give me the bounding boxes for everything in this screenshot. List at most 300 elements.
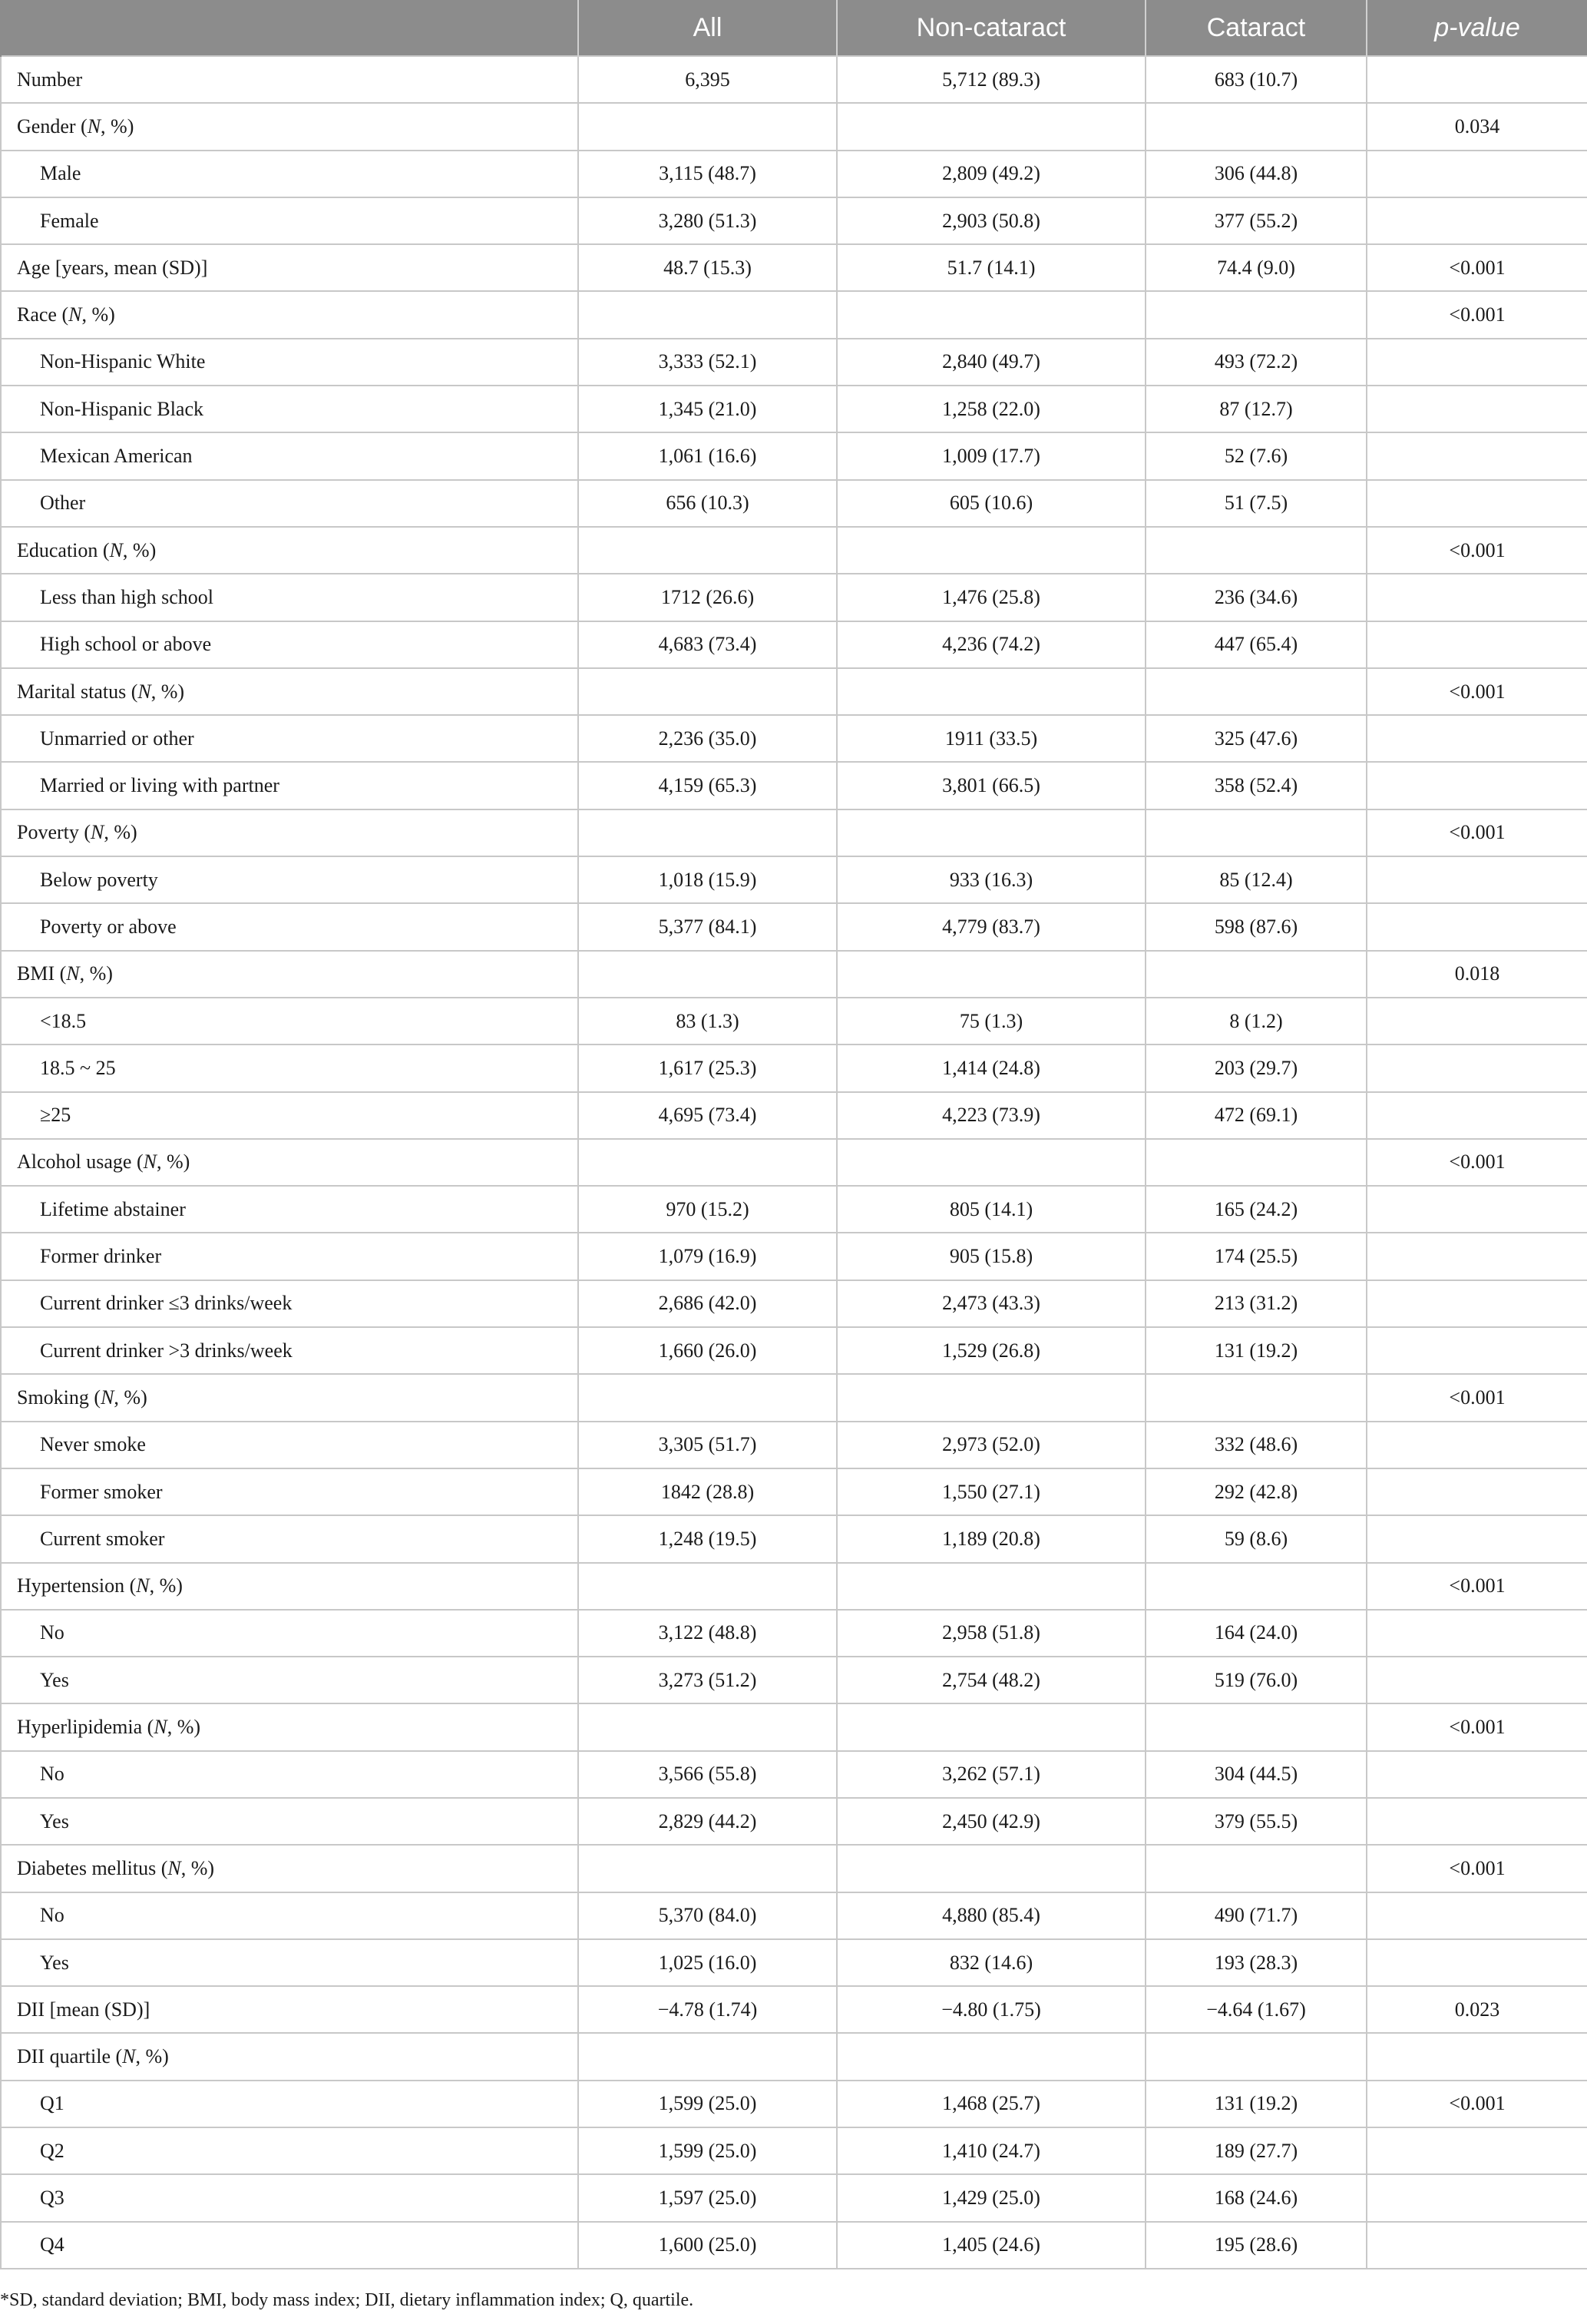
cell-non-cataract bbox=[837, 668, 1146, 715]
cell-cataract bbox=[1146, 2033, 1367, 2080]
table-footnote: *SD, standard deviation; BMI, body mass index; DII, dietary inflammation index; Q, quartile. bbox=[0, 2290, 694, 2310]
cell-p-value bbox=[1367, 1515, 1587, 1562]
cell-non-cataract: 2,958 (51.8) bbox=[837, 1610, 1146, 1657]
table-row bbox=[1, 386, 1587, 432]
cell-p-value bbox=[1367, 1280, 1587, 1327]
cell-all bbox=[578, 1374, 837, 1421]
table-row bbox=[1, 244, 1587, 291]
cell-p-value: <0.001 bbox=[1367, 1845, 1587, 1892]
cell-non-cataract: 805 (14.1) bbox=[837, 1186, 1146, 1233]
table-row bbox=[1, 151, 1587, 197]
cell-all: 3,122 (48.8) bbox=[578, 1610, 837, 1657]
table-row bbox=[1, 1092, 1587, 1139]
cell-p-value bbox=[1367, 762, 1587, 809]
cell-non-cataract bbox=[837, 1703, 1146, 1750]
table-row bbox=[1, 1468, 1587, 1515]
cell-cataract: 683 (10.7) bbox=[1146, 56, 1367, 103]
row-label: Yes bbox=[1, 1657, 578, 1703]
cell-cataract: 377 (55.2) bbox=[1146, 197, 1367, 244]
cell-all: 4,695 (73.4) bbox=[578, 1092, 837, 1139]
cell-cataract: 493 (72.2) bbox=[1146, 339, 1367, 386]
cell-cataract bbox=[1146, 809, 1367, 856]
cell-cataract: −4.64 (1.67) bbox=[1146, 1986, 1367, 2033]
cell-p-value bbox=[1367, 1092, 1587, 1139]
cell-cataract: 306 (44.8) bbox=[1146, 151, 1367, 197]
italic-n: N bbox=[91, 821, 104, 844]
table-row bbox=[1, 339, 1587, 386]
cell-p-value: <0.001 bbox=[1367, 668, 1587, 715]
cell-p-value bbox=[1367, 339, 1587, 386]
cell-cataract: 332 (48.6) bbox=[1146, 1422, 1367, 1468]
cell-p-value bbox=[1367, 1468, 1587, 1515]
cell-cataract bbox=[1146, 103, 1367, 150]
table-row bbox=[1, 2033, 1587, 2080]
cell-all: 3,280 (51.3) bbox=[578, 197, 837, 244]
cell-non-cataract: 51.7 (14.1) bbox=[837, 244, 1146, 291]
cell-p-value bbox=[1367, 574, 1587, 621]
table-row bbox=[1, 1986, 1587, 2033]
cell-all bbox=[578, 1563, 837, 1610]
cell-p-value bbox=[1367, 1892, 1587, 1939]
cell-p-value: <0.001 bbox=[1367, 1374, 1587, 1421]
table-row bbox=[1, 574, 1587, 621]
row-label: Current drinker ≤3 drinks/week bbox=[1, 1280, 578, 1327]
cell-all: 2,686 (42.0) bbox=[578, 1280, 837, 1327]
row-label: Other bbox=[1, 480, 578, 527]
cell-non-cataract bbox=[837, 103, 1146, 150]
cell-p-value bbox=[1367, 432, 1587, 479]
row-label: Current drinker >3 drinks/week bbox=[1, 1327, 578, 1374]
row-label: Non-Hispanic White bbox=[1, 339, 578, 386]
cell-all bbox=[578, 668, 837, 715]
cell-non-cataract: 1,258 (22.0) bbox=[837, 386, 1146, 432]
cell-p-value bbox=[1367, 197, 1587, 244]
table-row bbox=[1, 197, 1587, 244]
cell-all: −4.78 (1.74) bbox=[578, 1986, 837, 2033]
cell-p-value bbox=[1367, 1610, 1587, 1657]
cell-p-value bbox=[1367, 2127, 1587, 2174]
table-row bbox=[1, 1798, 1587, 1845]
cell-p-value bbox=[1367, 2222, 1587, 2269]
cell-non-cataract bbox=[837, 809, 1146, 856]
italic-n: N bbox=[137, 680, 151, 703]
table-row bbox=[1, 1515, 1587, 1562]
cell-all: 1,079 (16.9) bbox=[578, 1233, 837, 1280]
header-non-cataract: Non-cataract bbox=[837, 0, 1146, 56]
cell-non-cataract: 1,410 (24.7) bbox=[837, 2127, 1146, 2174]
italic-n: N bbox=[87, 114, 101, 137]
table-row bbox=[1, 2174, 1587, 2221]
cell-non-cataract: 75 (1.3) bbox=[837, 998, 1146, 1044]
row-label: BMI (N, %) bbox=[1, 951, 578, 998]
cell-non-cataract bbox=[837, 527, 1146, 574]
cell-all: 1,597 (25.0) bbox=[578, 2174, 837, 2221]
row-label: Poverty (N, %) bbox=[1, 809, 578, 856]
cell-all: 1,061 (16.6) bbox=[578, 432, 837, 479]
cell-all bbox=[578, 951, 837, 998]
row-label: Gender (N, %) bbox=[1, 103, 578, 150]
cell-all: 1,599 (25.0) bbox=[578, 2081, 837, 2127]
cell-cataract: 358 (52.4) bbox=[1146, 762, 1367, 809]
cell-non-cataract: 1,468 (25.7) bbox=[837, 2081, 1146, 2127]
row-label: Former smoker bbox=[1, 1468, 578, 1515]
cell-p-value bbox=[1367, 856, 1587, 903]
cell-all: 83 (1.3) bbox=[578, 998, 837, 1044]
cell-cataract: 174 (25.5) bbox=[1146, 1233, 1367, 1280]
table-row bbox=[1, 103, 1587, 150]
cell-all bbox=[578, 103, 837, 150]
cell-all: 1,599 (25.0) bbox=[578, 2127, 837, 2174]
row-label: Q1 bbox=[1, 2081, 578, 2127]
cell-p-value bbox=[1367, 1798, 1587, 1845]
cell-cataract bbox=[1146, 291, 1367, 338]
cell-p-value bbox=[1367, 715, 1587, 762]
cell-all: 1,617 (25.3) bbox=[578, 1044, 837, 1091]
italic-n: N bbox=[154, 1716, 167, 1739]
table-row bbox=[1, 951, 1587, 998]
cell-non-cataract: 1911 (33.5) bbox=[837, 715, 1146, 762]
cell-cataract: 304 (44.5) bbox=[1146, 1751, 1367, 1798]
cell-non-cataract: 1,009 (17.7) bbox=[837, 432, 1146, 479]
cell-cataract bbox=[1146, 1703, 1367, 1750]
cell-non-cataract: 3,262 (57.1) bbox=[837, 1751, 1146, 1798]
table-row bbox=[1, 1939, 1587, 1986]
row-label: Q3 bbox=[1, 2174, 578, 2221]
cell-p-value bbox=[1367, 998, 1587, 1044]
cell-cataract: 164 (24.0) bbox=[1146, 1610, 1367, 1657]
row-label: Yes bbox=[1, 1798, 578, 1845]
cell-non-cataract: 1,476 (25.8) bbox=[837, 574, 1146, 621]
cell-non-cataract bbox=[837, 1374, 1146, 1421]
cell-cataract: 447 (65.4) bbox=[1146, 621, 1367, 668]
cell-cataract: 131 (19.2) bbox=[1146, 2081, 1367, 2127]
table-header bbox=[1, 0, 1587, 56]
cell-non-cataract: 2,754 (48.2) bbox=[837, 1657, 1146, 1703]
cell-non-cataract: 1,405 (24.6) bbox=[837, 2222, 1146, 2269]
italic-n: N bbox=[68, 303, 82, 326]
row-label: Age [years, mean (SD)] bbox=[1, 244, 578, 291]
cell-p-value: 0.034 bbox=[1367, 103, 1587, 150]
cell-non-cataract: 2,973 (52.0) bbox=[837, 1422, 1146, 1468]
cell-p-value bbox=[1367, 1939, 1587, 1986]
table-row bbox=[1, 1657, 1587, 1703]
row-label: No bbox=[1, 1610, 578, 1657]
cell-all: 5,377 (84.1) bbox=[578, 903, 837, 950]
cell-all bbox=[578, 1845, 837, 1892]
cell-cataract: 193 (28.3) bbox=[1146, 1939, 1367, 1986]
cell-p-value bbox=[1367, 1422, 1587, 1468]
table-row bbox=[1, 1422, 1587, 1468]
cell-non-cataract: 905 (15.8) bbox=[837, 1233, 1146, 1280]
cell-p-value: <0.001 bbox=[1367, 1563, 1587, 1610]
table-row bbox=[1, 1892, 1587, 1939]
row-label: Non-Hispanic Black bbox=[1, 386, 578, 432]
row-label: Marital status (N, %) bbox=[1, 668, 578, 715]
cell-non-cataract: 1,429 (25.0) bbox=[837, 2174, 1146, 2221]
cell-cataract: 189 (27.7) bbox=[1146, 2127, 1367, 2174]
cell-p-value: <0.001 bbox=[1367, 1703, 1587, 1750]
cell-cataract bbox=[1146, 527, 1367, 574]
table-body bbox=[1, 56, 1587, 2269]
cell-p-value bbox=[1367, 2033, 1587, 2080]
cell-cataract: 213 (31.2) bbox=[1146, 1280, 1367, 1327]
cell-non-cataract bbox=[837, 1845, 1146, 1892]
cell-non-cataract: 933 (16.3) bbox=[837, 856, 1146, 903]
row-label: Education (N, %) bbox=[1, 527, 578, 574]
table-row bbox=[1, 527, 1587, 574]
cell-non-cataract: −4.80 (1.75) bbox=[837, 1986, 1146, 2033]
cell-p-value bbox=[1367, 1327, 1587, 1374]
cell-cataract: 292 (42.8) bbox=[1146, 1468, 1367, 1515]
row-label: Number bbox=[1, 56, 578, 103]
cell-p-value bbox=[1367, 480, 1587, 527]
cell-non-cataract: 1,550 (27.1) bbox=[837, 1468, 1146, 1515]
row-label: 18.5 ~ 25 bbox=[1, 1044, 578, 1091]
cell-non-cataract bbox=[837, 1563, 1146, 1610]
cell-all: 4,159 (65.3) bbox=[578, 762, 837, 809]
cell-all: 3,305 (51.7) bbox=[578, 1422, 837, 1468]
table-row bbox=[1, 809, 1587, 856]
cell-all: 4,683 (73.4) bbox=[578, 621, 837, 668]
cell-all bbox=[578, 2033, 837, 2080]
cell-all: 2,236 (35.0) bbox=[578, 715, 837, 762]
header-row bbox=[1, 0, 1587, 56]
cell-all: 3,566 (55.8) bbox=[578, 1751, 837, 1798]
table-row bbox=[1, 1751, 1587, 1798]
table-row bbox=[1, 1563, 1587, 1610]
cell-all bbox=[578, 1139, 837, 1186]
cell-non-cataract: 2,903 (50.8) bbox=[837, 197, 1146, 244]
table-row bbox=[1, 2127, 1587, 2174]
row-label: Hyperlipidemia (N, %) bbox=[1, 1703, 578, 1750]
cell-cataract bbox=[1146, 1563, 1367, 1610]
italic-n: N bbox=[109, 538, 123, 561]
cell-non-cataract bbox=[837, 951, 1146, 998]
table-row bbox=[1, 668, 1587, 715]
cell-non-cataract: 605 (10.6) bbox=[837, 480, 1146, 527]
cell-all: 970 (15.2) bbox=[578, 1186, 837, 1233]
cell-all: 3,273 (51.2) bbox=[578, 1657, 837, 1703]
cell-cataract: 472 (69.1) bbox=[1146, 1092, 1367, 1139]
cell-non-cataract: 1,414 (24.8) bbox=[837, 1044, 1146, 1091]
cell-p-value bbox=[1367, 1233, 1587, 1280]
header-p-value bbox=[1367, 0, 1587, 56]
table-row bbox=[1, 1280, 1587, 1327]
cell-all bbox=[578, 291, 837, 338]
cell-cataract bbox=[1146, 1374, 1367, 1421]
cell-non-cataract: 4,236 (74.2) bbox=[837, 621, 1146, 668]
row-label: Unmarried or other bbox=[1, 715, 578, 762]
cell-p-value: <0.001 bbox=[1367, 527, 1587, 574]
cell-p-value bbox=[1367, 621, 1587, 668]
cell-non-cataract: 832 (14.6) bbox=[837, 1939, 1146, 1986]
cell-non-cataract: 1,189 (20.8) bbox=[837, 1515, 1146, 1562]
row-label: No bbox=[1, 1892, 578, 1939]
table-row bbox=[1, 1186, 1587, 1233]
cell-non-cataract: 1,529 (26.8) bbox=[837, 1327, 1146, 1374]
table-row bbox=[1, 2222, 1587, 2269]
italic-n: N bbox=[101, 1385, 114, 1409]
table-row bbox=[1, 1703, 1587, 1750]
row-label: Female bbox=[1, 197, 578, 244]
row-label: Mexican American bbox=[1, 432, 578, 479]
table-row bbox=[1, 621, 1587, 668]
cell-all: 1,018 (15.9) bbox=[578, 856, 837, 903]
cell-non-cataract: 3,801 (66.5) bbox=[837, 762, 1146, 809]
cell-p-value: <0.001 bbox=[1367, 809, 1587, 856]
row-label: Below poverty bbox=[1, 856, 578, 903]
row-label: Male bbox=[1, 151, 578, 197]
table-row bbox=[1, 1327, 1587, 1374]
cell-p-value bbox=[1367, 1044, 1587, 1091]
table-row bbox=[1, 903, 1587, 950]
row-label: <18.5 bbox=[1, 998, 578, 1044]
row-label: Former drinker bbox=[1, 1233, 578, 1280]
table-row bbox=[1, 998, 1587, 1044]
row-label: Yes bbox=[1, 1939, 578, 1986]
row-label: Married or living with partner bbox=[1, 762, 578, 809]
cell-p-value: <0.001 bbox=[1367, 2081, 1587, 2127]
row-label: Diabetes mellitus (N, %) bbox=[1, 1845, 578, 1892]
cell-non-cataract: 4,880 (85.4) bbox=[837, 1892, 1146, 1939]
cell-all: 48.7 (15.3) bbox=[578, 244, 837, 291]
cell-p-value bbox=[1367, 1186, 1587, 1233]
cell-cataract: 379 (55.5) bbox=[1146, 1798, 1367, 1845]
cell-all: 3,333 (52.1) bbox=[578, 339, 837, 386]
row-label: DII quartile (N, %) bbox=[1, 2033, 578, 2080]
cell-non-cataract: 5,712 (89.3) bbox=[837, 56, 1146, 103]
cell-non-cataract: 2,450 (42.9) bbox=[837, 1798, 1146, 1845]
cell-all bbox=[578, 1703, 837, 1750]
cell-p-value: <0.001 bbox=[1367, 244, 1587, 291]
cell-non-cataract: 2,809 (49.2) bbox=[837, 151, 1146, 197]
cell-cataract: 236 (34.6) bbox=[1146, 574, 1367, 621]
table-row bbox=[1, 56, 1587, 103]
cell-cataract bbox=[1146, 668, 1367, 715]
table-row bbox=[1, 1845, 1587, 1892]
cell-cataract: 168 (24.6) bbox=[1146, 2174, 1367, 2221]
cell-cataract: 87 (12.7) bbox=[1146, 386, 1367, 432]
cell-p-value: 0.018 bbox=[1367, 951, 1587, 998]
header-all: All bbox=[578, 0, 837, 56]
cell-p-value bbox=[1367, 2174, 1587, 2221]
row-label: Q4 bbox=[1, 2222, 578, 2269]
table-row bbox=[1, 480, 1587, 527]
cell-cataract bbox=[1146, 1139, 1367, 1186]
cell-cataract bbox=[1146, 1845, 1367, 1892]
cell-non-cataract: 2,473 (43.3) bbox=[837, 1280, 1146, 1327]
table-row bbox=[1, 1139, 1587, 1186]
cell-all: 1842 (28.8) bbox=[578, 1468, 837, 1515]
row-label: Less than high school bbox=[1, 574, 578, 621]
table-row bbox=[1, 432, 1587, 479]
cell-non-cataract bbox=[837, 2033, 1146, 2080]
cell-all bbox=[578, 527, 837, 574]
cell-cataract: 490 (71.7) bbox=[1146, 1892, 1367, 1939]
row-label: Current smoker bbox=[1, 1515, 578, 1562]
row-label: Hypertension (N, %) bbox=[1, 1563, 578, 1610]
table-row bbox=[1, 856, 1587, 903]
cell-cataract: 8 (1.2) bbox=[1146, 998, 1367, 1044]
cell-all: 1,025 (16.0) bbox=[578, 1939, 837, 1986]
cell-cataract bbox=[1146, 951, 1367, 998]
italic-n: N bbox=[167, 1856, 181, 1879]
italic-n: N bbox=[66, 962, 80, 985]
row-label: Smoking (N, %) bbox=[1, 1374, 578, 1421]
cell-all: 1,345 (21.0) bbox=[578, 386, 837, 432]
cell-cataract: 52 (7.6) bbox=[1146, 432, 1367, 479]
cell-cataract: 203 (29.7) bbox=[1146, 1044, 1367, 1091]
cell-non-cataract: 4,779 (83.7) bbox=[837, 903, 1146, 950]
cell-cataract: 85 (12.4) bbox=[1146, 856, 1367, 903]
row-label: Poverty or above bbox=[1, 903, 578, 950]
table-row bbox=[1, 1233, 1587, 1280]
cell-cataract: 131 (19.2) bbox=[1146, 1327, 1367, 1374]
cell-cataract: 59 (8.6) bbox=[1146, 1515, 1367, 1562]
cell-non-cataract bbox=[837, 291, 1146, 338]
cell-non-cataract bbox=[837, 1139, 1146, 1186]
cell-all: 5,370 (84.0) bbox=[578, 1892, 837, 1939]
cell-p-value: <0.001 bbox=[1367, 1139, 1587, 1186]
header-p-value-text: p-value bbox=[1434, 12, 1520, 42]
row-label: DII [mean (SD)] bbox=[1, 1986, 578, 2033]
table-row bbox=[1, 291, 1587, 338]
header-label-column bbox=[1, 0, 578, 56]
cell-p-value bbox=[1367, 1751, 1587, 1798]
cell-all: 1712 (26.6) bbox=[578, 574, 837, 621]
cell-cataract: 519 (76.0) bbox=[1146, 1657, 1367, 1703]
row-label: Race (N, %) bbox=[1, 291, 578, 338]
italic-n: N bbox=[122, 2045, 136, 2068]
cell-cataract: 165 (24.2) bbox=[1146, 1186, 1367, 1233]
italic-n: N bbox=[136, 1574, 150, 1597]
cell-cataract: 598 (87.6) bbox=[1146, 903, 1367, 950]
table-row bbox=[1, 1374, 1587, 1421]
cell-cataract: 74.4 (9.0) bbox=[1146, 244, 1367, 291]
header-cataract: Cataract bbox=[1146, 0, 1367, 56]
cell-cataract: 51 (7.5) bbox=[1146, 480, 1367, 527]
cell-all: 1,248 (19.5) bbox=[578, 1515, 837, 1562]
cell-all: 1,660 (26.0) bbox=[578, 1327, 837, 1374]
cell-all: 656 (10.3) bbox=[578, 480, 837, 527]
table-row bbox=[1, 1610, 1587, 1657]
cell-p-value: <0.001 bbox=[1367, 291, 1587, 338]
cell-non-cataract: 4,223 (73.9) bbox=[837, 1092, 1146, 1139]
cell-all bbox=[578, 809, 837, 856]
table-row bbox=[1, 762, 1587, 809]
table-row bbox=[1, 1044, 1587, 1091]
row-label: No bbox=[1, 1751, 578, 1798]
cell-all: 6,395 bbox=[578, 56, 837, 103]
cell-p-value bbox=[1367, 151, 1587, 197]
cell-p-value bbox=[1367, 903, 1587, 950]
table-row bbox=[1, 2081, 1587, 2127]
row-label: High school or above bbox=[1, 621, 578, 668]
cell-p-value bbox=[1367, 386, 1587, 432]
row-label: Never smoke bbox=[1, 1422, 578, 1468]
cell-p-value bbox=[1367, 56, 1587, 103]
row-label: Q2 bbox=[1, 2127, 578, 2174]
cell-cataract: 325 (47.6) bbox=[1146, 715, 1367, 762]
cell-all: 3,115 (48.7) bbox=[578, 151, 837, 197]
table-row bbox=[1, 715, 1587, 762]
cell-cataract: 195 (28.6) bbox=[1146, 2222, 1367, 2269]
row-label: ≥25 bbox=[1, 1092, 578, 1139]
cell-non-cataract: 2,840 (49.7) bbox=[837, 339, 1146, 386]
cell-p-value: 0.023 bbox=[1367, 1986, 1587, 2033]
cell-p-value bbox=[1367, 1657, 1587, 1703]
italic-n: N bbox=[143, 1150, 157, 1174]
